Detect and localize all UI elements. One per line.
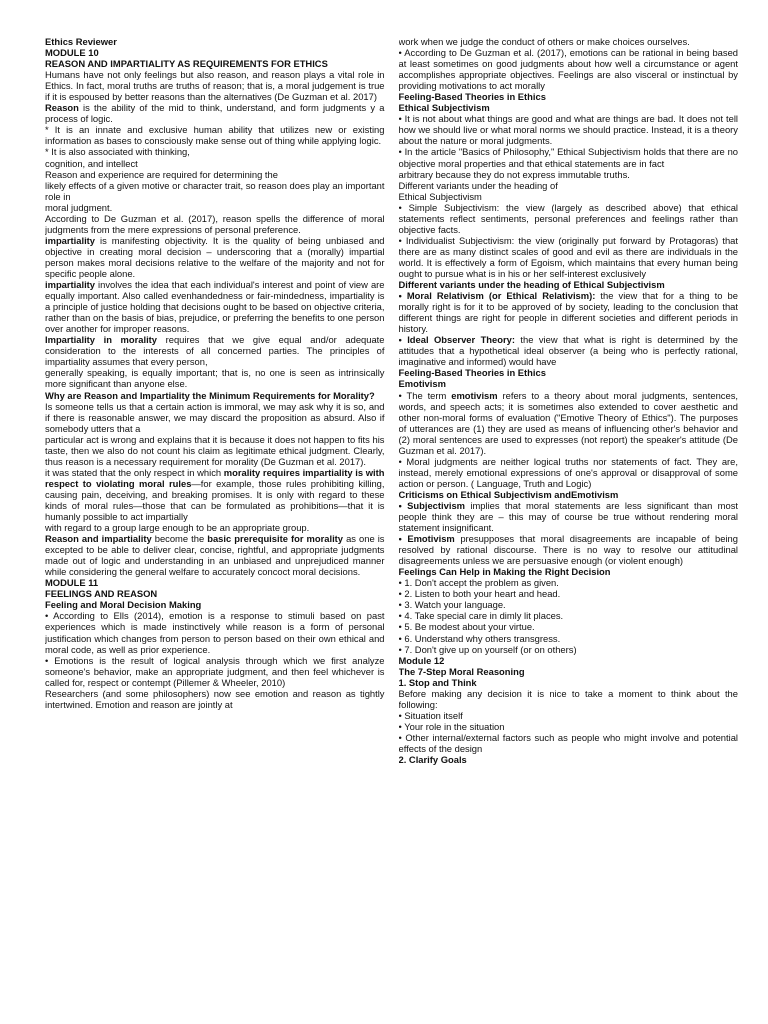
body-text: the view that what is right is determined by the attitudes that a hypothetical ideal observer (a being who is perfectly rational, imaginative and informed) would have xyxy=(398,334,738,368)
section-heading xyxy=(399,754,739,765)
paragraph xyxy=(45,401,385,434)
section-heading xyxy=(399,279,739,290)
section-heading xyxy=(399,677,739,688)
body-text: —for example, those rules prohibiting killing, causing pain, deceiving, and breaking promises. It is only with regard to these kinds of moral rules—those that can be formulated as prohibitions—that it is humanly possible to act impartially xyxy=(45,477,385,523)
bold-text: impartiality xyxy=(45,234,96,246)
section-heading xyxy=(399,378,739,389)
bold-text: Impartiality in morality xyxy=(45,334,158,346)
paragraph xyxy=(399,688,739,710)
bold-text: The 7-Step Moral Reasoning xyxy=(398,665,525,677)
body-text: • Situation itself xyxy=(398,709,463,721)
body-text: with regard to a group large enough to be an appropriate group. xyxy=(45,522,310,534)
section-heading xyxy=(45,599,385,610)
bold-text: • Subjectivism xyxy=(398,499,465,511)
paragraph xyxy=(45,279,385,334)
paragraph xyxy=(45,533,385,577)
paragraph xyxy=(399,36,739,47)
paragraph xyxy=(45,202,385,213)
body-text: moral judgment. xyxy=(45,201,113,213)
paragraph xyxy=(399,610,739,621)
bold-text: Criticisms on Ethical Subjectivism andEmotivism xyxy=(398,488,619,500)
body-text: • 2. Listen to both your heart and head. xyxy=(398,588,561,600)
bold-text: basic prerequisite for morality xyxy=(207,533,344,545)
body-text: generally speaking, is equally important; that is, no one is seen as intrinsically more significant than anyone else. xyxy=(45,367,385,390)
bold-text: emotivism xyxy=(451,389,498,401)
paragraph xyxy=(45,69,385,102)
bold-text: Feeling-Based Theories in Ethics xyxy=(398,91,546,103)
body-text: implies that moral statements are less significant than most people think they are – this may of course be true without rendering moral statement insignificant. xyxy=(398,499,738,534)
body-text: work when we judge the conduct of others or make choices ourselves. xyxy=(398,36,690,47)
bold-text: Reason and impartiality xyxy=(45,533,152,545)
paragraph xyxy=(399,577,739,588)
paragraph xyxy=(399,235,739,279)
body-text: Before making any decision it is nice to take a moment to think about the following: xyxy=(398,687,738,710)
paragraph xyxy=(399,533,739,566)
section-heading xyxy=(45,47,385,58)
body-text: requires that we give equal and/or adequate consideration to the interests of all concerned parties. The principles of impartiality assumes that every person, xyxy=(45,334,385,368)
body-text: • The term xyxy=(398,389,452,401)
bold-text: 2. Clarify Goals xyxy=(398,754,467,766)
section-heading xyxy=(45,588,385,599)
paragraph xyxy=(399,732,739,754)
paragraph xyxy=(399,191,739,202)
bold-text: 1. Stop and Think xyxy=(398,676,477,688)
paragraph xyxy=(399,588,739,599)
section-heading xyxy=(399,655,739,666)
paragraph xyxy=(399,47,739,91)
paragraph xyxy=(45,169,385,180)
bold-text: Reason xyxy=(45,102,79,114)
section-heading xyxy=(399,489,739,500)
body-text: Reason and experience are required for determining the xyxy=(45,168,278,180)
bold-text: Ethics Reviewer xyxy=(45,36,117,47)
paragraph xyxy=(45,158,385,169)
body-text: arbitrary because they do not express immutable truths. xyxy=(398,168,630,180)
body-text: involves the idea that each individual's interest and point of view are equally important. Also called evenhandedness or fair-mindedness, impartiality is a principle of justice holding that decisions ought to be based on objective criteria, rather than on the basis of bias, prejudice, or preferring the benefits to one person over another for improper reasons. xyxy=(45,279,385,335)
body-text: • Other internal/external factors such as people who might involve and potential effects of the design xyxy=(398,731,738,754)
body-text: Ethical Subjectivism xyxy=(398,190,482,202)
body-text: Is someone tells us that a certain action is immoral, we may ask why it is so, and if there is reasonable answer, we may discard the proposition as absurd. Also if somebody utters that a xyxy=(45,400,385,434)
paragraph xyxy=(399,202,739,235)
paragraph xyxy=(399,621,739,632)
body-text: the view that for a thing to be morally right is for it to be approved of by society, leading to the conclusion that different things are right for people in different societies and different periods in history. xyxy=(398,290,738,335)
body-text: cognition, and intellect xyxy=(45,157,138,169)
paragraph xyxy=(45,334,385,367)
paragraph xyxy=(399,633,739,644)
body-text: • According to Ells (2014), emotion is a response to stimuli based on past experiences which is made instinctively while reason is a form of personal justification which changes from person to person based on their own ethical and moral code, as well as prior experience. xyxy=(45,610,385,655)
bold-text: morality requires impartiality is with respect to violating moral rules xyxy=(45,466,385,489)
paragraph xyxy=(45,467,385,522)
right-column xyxy=(399,36,739,1014)
body-text: * It is an innate and exclusive human ability that utilizes new or existing information as bases to consciously make sense out of thing while applying logic. xyxy=(45,124,385,147)
bold-text: Feelings Can Help in Making the Right Decision xyxy=(398,566,611,578)
section-heading xyxy=(399,666,739,677)
body-text: • In the article "Basics of Philosophy," Ethical Subjectivism holds that there are no objective moral properties and that ethical statements are in fact xyxy=(398,146,738,169)
paragraph xyxy=(399,710,739,721)
body-text: • According to De Guzman et al. (2017), emotions can be rational in being based at least sometimes on good judgments about how well a circumstance or agent accomplishes appropriate objectives. Feelings are also visceral or instinctual by providing motivations to act morally xyxy=(398,47,738,92)
section-heading xyxy=(399,566,739,577)
section-heading xyxy=(399,91,739,102)
body-text: * It is also associated with thinking, xyxy=(45,146,190,158)
body-text: According to De Guzman et al. (2017), reason spells the difference of moral judgments from the mere expressions of personal preference. xyxy=(45,212,385,235)
body-text: Humans have not only feelings but also reason, and reason plays a vital role in Ethics. In fact, moral truths are truths of reason; that is, a moral judgement is true if it is espoused by better reasons than the alternatives (De Guzman et al. 2017) xyxy=(45,69,385,103)
section-heading xyxy=(399,102,739,113)
bold-text: • Emotivism xyxy=(398,533,455,545)
paragraph xyxy=(45,102,385,124)
bold-text: Feeling and Moral Decision Making xyxy=(45,599,202,611)
bold-text: Ethical Subjectivism xyxy=(398,102,490,114)
paragraph xyxy=(45,610,385,654)
paragraph xyxy=(399,180,739,191)
bold-text: impartiality xyxy=(45,279,96,291)
bold-text: • Moral Relativism (or Ethical Relativism): xyxy=(398,290,596,302)
body-text: • 7. Don't give up on yourself (or on others) xyxy=(398,643,577,655)
paragraph xyxy=(45,434,385,467)
paragraph xyxy=(399,456,739,489)
left-column xyxy=(45,36,385,1014)
body-text: it was stated that the only respect in which xyxy=(45,466,224,478)
bold-text: FEELINGS AND REASON xyxy=(45,588,158,600)
body-text: • Simple Subjectivism: the view (largely as described above) that ethical statements reflect sentiments, personal preferences and feelings rather than objective facts. xyxy=(398,201,738,235)
paragraph xyxy=(399,500,739,533)
paragraph xyxy=(399,334,739,367)
body-text: Researchers (and some philosophers) now see emotion and reason as tightly intertwined. Emotion and reason are jointly at xyxy=(45,687,385,710)
paragraph xyxy=(399,644,739,655)
paragraph xyxy=(399,169,739,180)
paragraph xyxy=(45,124,385,146)
paragraph xyxy=(45,688,385,710)
section-heading xyxy=(399,367,739,378)
body-text: • 3. Watch your language. xyxy=(398,599,506,611)
paragraph xyxy=(399,290,739,334)
paragraph xyxy=(399,146,739,168)
paragraph xyxy=(45,367,385,389)
paragraph xyxy=(45,146,385,157)
bold-text: Feeling-Based Theories in Ethics xyxy=(398,367,546,379)
paragraph xyxy=(45,235,385,279)
paragraph xyxy=(399,721,739,732)
body-text: is manifesting objectivity. It is the quality of being unbiased and objective in creating moral decision – underscoring that a (morally) impartial person makes moral decisions relative to the welfare of the majority and not for specific people alone. xyxy=(45,234,385,279)
body-text: become the xyxy=(151,533,208,545)
section-heading xyxy=(45,58,385,69)
paragraph xyxy=(45,522,385,533)
paragraph xyxy=(399,390,739,456)
body-text: presupposes that moral disagreements are incapable of being resolved by rational discourse. There is no way to resolve our attitudinal disagreements unless we are persuasive enough (or violent enough) xyxy=(398,533,738,567)
body-text: particular act is wrong and explains that it is because it does not happen to fits his taste, then we also do not count his claim as legitimate ethical judgment. Clearly, thus reason is a necessary requirement for morality (De Guzman et al. 2017). xyxy=(45,433,385,467)
body-text: • 4. Take special care in dimly lit places. xyxy=(398,610,564,622)
body-text: • 1. Don't accept the problem as given. xyxy=(398,577,559,589)
body-text: • Emotions is the result of logical analysis through which we first analyze someone's behavior, make an appropriate judgment, and then feel whichever is called for, respect or contempt (Pillemer & Wheeler, 2010) xyxy=(45,654,385,688)
section-heading xyxy=(45,390,385,401)
body-text: likely effects of a given motive or character trait, so reason does play an important role in xyxy=(45,179,385,202)
paragraph xyxy=(399,113,739,146)
body-text: • Individualist Subjectivism: the view (originally put forward by Protagoras) that there are as many distinct scales of good and evil as there are individuals in the world. It is effectively a form of Egoism, which maintains that every human being ought to pursue what is in his or her self-interest exclusively xyxy=(398,234,738,279)
bold-text: MODULE 11 xyxy=(45,577,99,589)
section-heading xyxy=(45,577,385,588)
bold-text: • Ideal Observer Theory: xyxy=(398,334,515,346)
body-text: refers to a theory about moral judgments, sentences, words, and speech acts; it is sometimes also extended to cover aesthetic and other non-moral forms of evaluation ("Emotive Theory of Ethics"). The purposes of utterances are (1) they are used as means of influencing other's behavior and (2) moral sentences are used to expresses (not report) the speaker's attitude (De Guzman et al. 2017). xyxy=(398,389,738,456)
bold-text: REASON AND IMPARTIALITY AS REQUIREMENTS FOR ETHICS xyxy=(45,58,328,70)
section-heading xyxy=(45,36,385,47)
bold-text: MODULE 10 xyxy=(45,47,99,59)
paragraph xyxy=(45,180,385,202)
bold-text: Why are Reason and Impartiality the Minimum Requirements for Morality? xyxy=(45,389,375,401)
bold-text: Different variants under the heading of Ethical Subjectivism xyxy=(398,279,665,291)
bold-text: Module 12 xyxy=(398,654,445,666)
paragraph xyxy=(399,599,739,610)
body-text: • 6. Understand why others transgress. xyxy=(398,632,561,644)
paragraph xyxy=(45,213,385,235)
body-text: • Your role in the situation xyxy=(398,720,505,732)
body-text: as one is excepted to be able to deliver clear, concise, rightful, and appropriate judgments made out of logic and understanding in an unbiased and unprejudiced manner while considering the general welfare to accurately concoct moral decisions. xyxy=(45,533,385,578)
body-text: • Moral judgments are neither logical truths nor statements of fact. They are, instead, merely emotional expressions of one's approval or disapproval of some action or person. ( Language, Truth and Logic) xyxy=(398,455,738,489)
body-text: Different variants under the heading of xyxy=(398,179,558,191)
body-text: is the ability of the mid to think, understand, and form judgments y a process of logic. xyxy=(45,102,385,125)
body-text: • It is not about what things are good and what are things are bad. It does not tell how we should live or what moral norms we should practice. Instead, it is a theory about the nature or moral judgments. xyxy=(398,113,738,147)
paragraph xyxy=(45,655,385,688)
body-text: • 5. Be modest about your virtue. xyxy=(398,621,535,633)
bold-text: Emotivism xyxy=(398,378,446,390)
